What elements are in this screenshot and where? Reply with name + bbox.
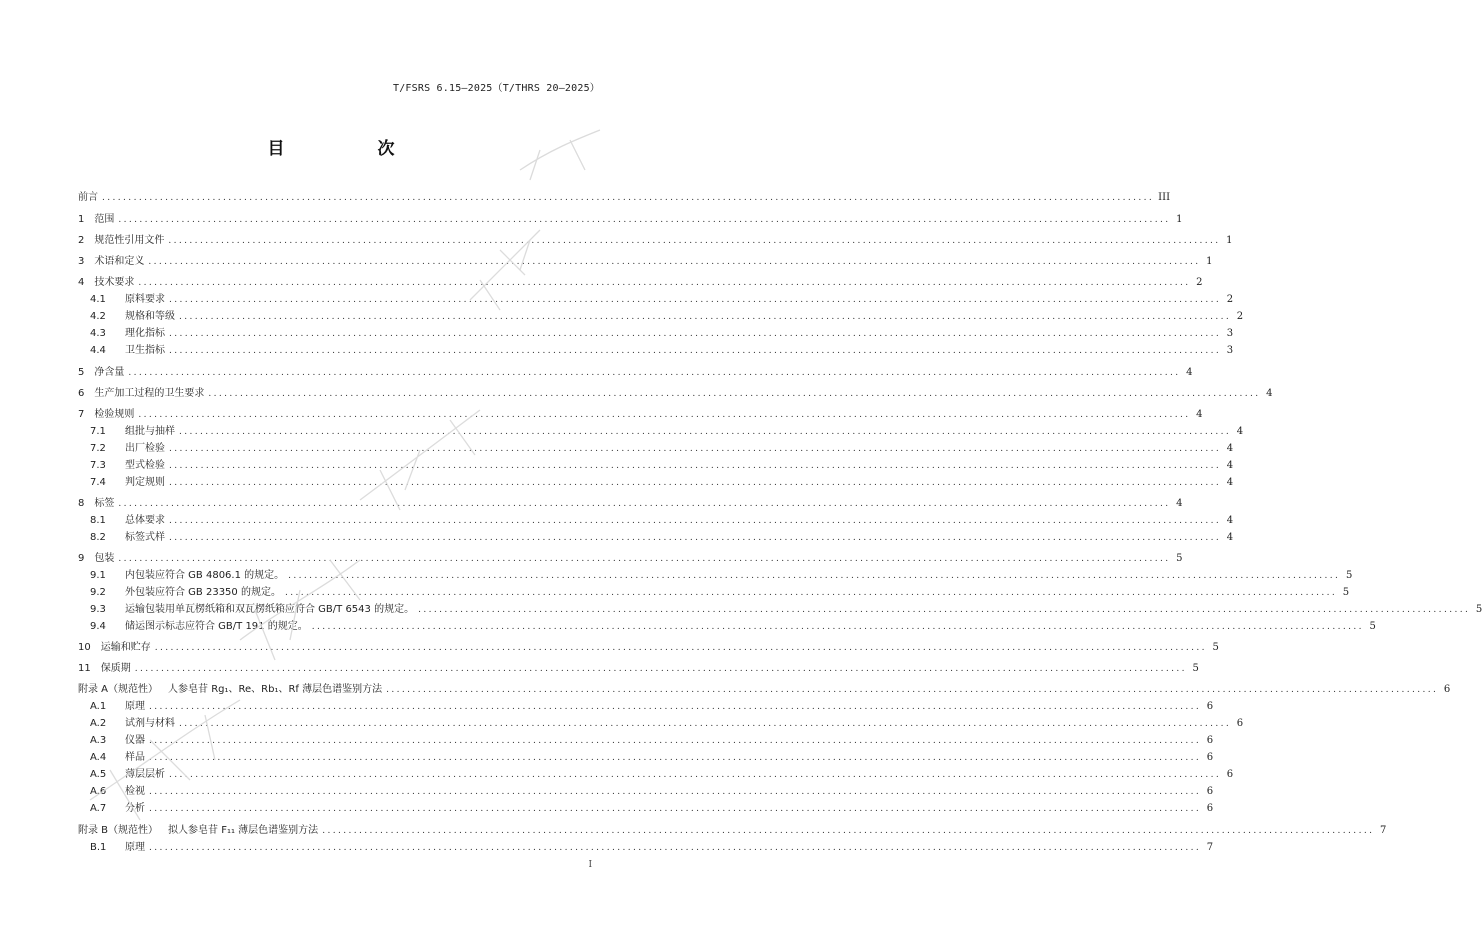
toc-entry[interactable] bbox=[78, 364, 1193, 380]
toc-entry-number: 附录 B（规范性） bbox=[78, 825, 159, 836]
toc-entry[interactable] bbox=[78, 550, 1183, 566]
dot-leader: ........................................................................................................................................................................................................ bbox=[179, 312, 1232, 322]
toc-entry-number: 7 bbox=[78, 409, 85, 420]
toc-entry-page: 6 bbox=[1206, 803, 1214, 814]
toc-entry[interactable] bbox=[78, 423, 1244, 439]
dot-leader: ........................................................................................................................................................................................................ bbox=[169, 516, 1222, 526]
dot-leader: ........................................................................................................................................................................................................ bbox=[138, 278, 1191, 288]
toc-entry-number: A.3 bbox=[90, 735, 107, 746]
toc-entry-number: 9.3 bbox=[90, 604, 106, 615]
toc-entry[interactable] bbox=[78, 681, 1451, 697]
toc-entry-number: A.1 bbox=[90, 701, 107, 712]
toc-entry-number: A.7 bbox=[90, 803, 107, 814]
toc-entry-label: 卫生指标 bbox=[125, 345, 165, 356]
toc-entry-number: B.1 bbox=[90, 842, 107, 853]
toc-entry-number: 4.1 bbox=[90, 294, 106, 305]
toc-entry-label: 技术要求 bbox=[94, 277, 135, 288]
toc-entry[interactable] bbox=[78, 440, 1234, 456]
toc-entry-page: 1 bbox=[1206, 256, 1213, 267]
dot-leader: ........................................................................................................................................................................................................ bbox=[288, 571, 1341, 581]
toc-entry-label: 仪器 bbox=[125, 735, 145, 746]
toc-entry-label: 分析 bbox=[125, 803, 145, 814]
toc-entry-number: 7.4 bbox=[90, 477, 106, 488]
toc-entry[interactable] bbox=[78, 766, 1234, 782]
toc-entry[interactable] bbox=[78, 495, 1183, 511]
dot-leader: ........................................................................................................................................................................................................ bbox=[169, 444, 1222, 454]
toc-entry-page: 5 bbox=[1342, 587, 1350, 598]
toc-entry[interactable] bbox=[78, 406, 1203, 422]
dot-leader: ........................................................................................................................................................................................................ bbox=[208, 389, 1261, 399]
toc-entry[interactable] bbox=[78, 783, 1214, 799]
toc-entry-page: 5 bbox=[1345, 570, 1353, 581]
toc-entry[interactable] bbox=[78, 839, 1214, 855]
toc-entry-label: 人参皂苷 Rg₁、Re、Rb₁、Rf 薄层色谱鉴别方法 bbox=[168, 684, 383, 695]
toc-entry-number: 4.2 bbox=[90, 311, 106, 322]
toc-entry[interactable] bbox=[78, 385, 1273, 401]
toc-entry-page: 4 bbox=[1266, 388, 1273, 399]
toc-entry-page: 2 bbox=[1226, 294, 1234, 305]
standard-code: T/FSRS 6.15—2025（T/THRS 20—2025） bbox=[392, 83, 600, 94]
toc-entry-label: 标签 bbox=[94, 498, 115, 509]
toc-entry-page: 6 bbox=[1226, 769, 1234, 780]
toc-entry-page: 4 bbox=[1226, 515, 1234, 526]
toc-entry[interactable] bbox=[78, 474, 1234, 490]
toc-entry[interactable] bbox=[78, 253, 1213, 269]
toc-entry[interactable] bbox=[78, 584, 1350, 600]
toc-entry-page: 6 bbox=[1236, 718, 1244, 729]
toc-entry-label: 规范性引用文件 bbox=[94, 235, 165, 246]
toc-entry-number: 8 bbox=[78, 498, 85, 509]
dot-leader: ........................................................................................................................................................................................................ bbox=[169, 461, 1222, 471]
toc-entry-number: 9 bbox=[78, 553, 85, 564]
dot-leader: ........................................................................................................................................................................................................ bbox=[169, 329, 1222, 339]
dot-leader: ........................................................................................................................................................................................................ bbox=[134, 664, 1187, 674]
toc-entry-number: 附录 A（规范性） bbox=[78, 684, 159, 695]
dot-leader: ........................................................................................................................................................................................................ bbox=[154, 643, 1207, 653]
toc-entry-label: 外包装应符合 GB 23350 的规定。 bbox=[125, 587, 281, 598]
toc-entry-page: 4 bbox=[1226, 443, 1234, 454]
toc-entry-page: 5 bbox=[1176, 553, 1183, 564]
toc-entry-number: 9.2 bbox=[90, 587, 106, 598]
dot-leader: ........................................................................................................................................................................................................ bbox=[169, 533, 1222, 543]
toc-entry-page: 5 bbox=[1192, 663, 1199, 674]
toc-entry-page: III bbox=[1158, 192, 1171, 203]
toc-entry-page: 6 bbox=[1206, 752, 1214, 763]
toc-entry-number: A.2 bbox=[90, 718, 107, 729]
toc-entry-number: 4 bbox=[78, 277, 85, 288]
toc-entry-label: 运输包装用单瓦楞纸箱和双瓦楞纸箱应符合 GB/T 6543 的规定。 bbox=[125, 604, 415, 615]
toc-entry[interactable] bbox=[78, 749, 1214, 765]
toc-entry-page: 2 bbox=[1196, 277, 1203, 288]
page-number: I bbox=[588, 860, 592, 870]
toc-entry-page: 4 bbox=[1176, 498, 1183, 509]
dot-leader: ........................................................................................................................................................................................................ bbox=[148, 257, 1201, 267]
dot-leader: ........................................................................................................................................................................................................ bbox=[169, 478, 1222, 488]
dot-leader: ........................................................................................................................................................................................................ bbox=[169, 770, 1222, 780]
toc-entry[interactable] bbox=[78, 618, 1376, 634]
toc-entry[interactable] bbox=[78, 457, 1234, 473]
dot-leader: ........................................................................................................................................................................................................ bbox=[149, 843, 1202, 853]
dot-leader: ........................................................................................................................................................................................................ bbox=[284, 588, 1338, 598]
toc-entry-number: 4.3 bbox=[90, 328, 106, 339]
dot-leader: ........................................................................................................................................................................................................ bbox=[179, 427, 1232, 437]
dot-leader: ........................................................................................................................................................................................................ bbox=[168, 236, 1221, 246]
toc-entry-number: 6 bbox=[78, 388, 85, 399]
toc-entry-page: 6 bbox=[1206, 735, 1214, 746]
toc-entry-label: 原料要求 bbox=[125, 294, 165, 305]
dot-leader: ........................................................................................................................................................................................................ bbox=[118, 215, 1171, 225]
toc-entry[interactable] bbox=[78, 512, 1234, 528]
toc-entry[interactable] bbox=[78, 732, 1214, 748]
toc-entry[interactable] bbox=[78, 211, 1183, 227]
toc-entry-number: 2 bbox=[78, 235, 85, 246]
toc-entry-label: 范围 bbox=[94, 214, 115, 225]
toc-entry-label: 理化指标 bbox=[125, 328, 165, 339]
toc-entry[interactable] bbox=[78, 189, 1171, 205]
toc-entry-page: 5 bbox=[1475, 604, 1482, 615]
toc-entry-number: A.6 bbox=[90, 786, 107, 797]
toc-entry-page: 5 bbox=[1212, 642, 1219, 653]
toc-entry-label: 前言 bbox=[78, 192, 98, 203]
dot-leader: ........................................................................................................................................................................................................ bbox=[149, 804, 1202, 814]
toc-entry-number: 10 bbox=[78, 642, 91, 653]
toc-entry-page: 4 bbox=[1196, 409, 1203, 420]
dot-leader: ........................................................................................................................................................................................................ bbox=[128, 368, 1181, 378]
toc-entry-number: 1 bbox=[78, 214, 85, 225]
toc-entry-number: 8.1 bbox=[90, 515, 106, 526]
toc-entry-page: 1 bbox=[1176, 214, 1183, 225]
toc-entry-number: 9.1 bbox=[90, 570, 106, 581]
toc-entry-label: 标签式样 bbox=[125, 532, 165, 543]
toc-entry-page: 4 bbox=[1186, 367, 1193, 378]
dot-leader: ........................................................................................................................................................................................................ bbox=[149, 702, 1202, 712]
toc-entry-number: 3 bbox=[78, 256, 85, 267]
toc-entry-page: 3 bbox=[1226, 328, 1234, 339]
toc-entry-label: 检视 bbox=[125, 786, 145, 797]
toc-entry-page: 5 bbox=[1369, 621, 1376, 632]
toc-entry-number: 7.3 bbox=[90, 460, 106, 471]
toc-entry-number: 4.4 bbox=[90, 345, 106, 356]
dot-leader: ........................................................................................................................................................................................................ bbox=[418, 605, 1471, 615]
dot-leader: ........................................................................................................................................................................................................ bbox=[322, 826, 1375, 836]
toc-entry[interactable] bbox=[78, 232, 1233, 248]
toc-entry[interactable] bbox=[78, 601, 1482, 617]
toc-entry[interactable] bbox=[78, 291, 1234, 307]
toc-entry-number: A.4 bbox=[90, 752, 107, 763]
toc-entry[interactable] bbox=[78, 715, 1244, 731]
toc-entry-label: 总体要求 bbox=[125, 515, 165, 526]
toc-entry[interactable] bbox=[78, 567, 1353, 583]
toc-entry-page: 6 bbox=[1206, 786, 1214, 797]
toc-entry-page: 1 bbox=[1226, 235, 1233, 246]
toc-entry-label: 原理 bbox=[125, 701, 145, 712]
toc-entry-label: 薄层层析 bbox=[125, 769, 165, 780]
toc-entry-label: 试剂与材料 bbox=[125, 718, 175, 729]
toc-entry[interactable] bbox=[78, 698, 1214, 714]
toc-entry-label: 型式检验 bbox=[125, 460, 165, 471]
dot-leader: ........................................................................................................................................................................................................ bbox=[149, 753, 1202, 763]
dot-leader: ........................................................................................................................................................................................................ bbox=[118, 554, 1171, 564]
toc-entry[interactable] bbox=[78, 529, 1234, 545]
dot-leader: ........................................................................................................................................................................................................ bbox=[386, 685, 1439, 695]
toc-entry-number: 11 bbox=[78, 663, 91, 674]
toc-entry-page: 4 bbox=[1226, 532, 1234, 543]
toc-entry-label: 运输和贮存 bbox=[100, 642, 151, 653]
toc-entry-label: 原理 bbox=[125, 842, 145, 853]
toc-entry-page: 7 bbox=[1206, 842, 1214, 853]
toc-entry-label: 术语和定义 bbox=[94, 256, 145, 267]
toc-entry-number: 7.2 bbox=[90, 443, 106, 454]
toc-entry-number: A.5 bbox=[90, 769, 107, 780]
dot-leader: ........................................................................................................................................................................................................ bbox=[149, 736, 1202, 746]
toc-entry-label: 规格和等级 bbox=[125, 311, 175, 322]
toc-entry-label: 判定规则 bbox=[125, 477, 165, 488]
toc-entry[interactable] bbox=[78, 822, 1387, 838]
dot-leader: ........................................................................................................................................................................................................ bbox=[118, 499, 1171, 509]
toc-entry-label: 生产加工过程的卫生要求 bbox=[94, 388, 205, 399]
toc-entry[interactable] bbox=[78, 325, 1234, 341]
toc-entry-label: 储运图示标志应符合 GB/T 191 的规定。 bbox=[125, 621, 308, 632]
toc-entry-number: 7.1 bbox=[90, 426, 106, 437]
toc-entry-page: 6 bbox=[1443, 684, 1451, 695]
toc-entry[interactable] bbox=[78, 308, 1244, 324]
toc-entry-label: 包装 bbox=[94, 553, 115, 564]
toc-entry-label: 出厂检验 bbox=[125, 443, 165, 454]
toc-entry[interactable] bbox=[78, 342, 1234, 358]
toc-entry-label: 内包装应符合 GB 4806.1 的规定。 bbox=[125, 570, 285, 581]
toc-entry-page: 2 bbox=[1236, 311, 1244, 322]
toc-entry-number: 5 bbox=[78, 367, 85, 378]
toc-entry-label: 净含量 bbox=[94, 367, 125, 378]
dot-leader: ........................................................................................................................................................................................................ bbox=[169, 295, 1222, 305]
toc-entry-number: 9.4 bbox=[90, 621, 106, 632]
toc-entry[interactable] bbox=[78, 274, 1203, 290]
dot-leader: ........................................................................................................................................................................................................ bbox=[311, 622, 1364, 632]
toc-entry-page: 4 bbox=[1226, 477, 1234, 488]
toc-entry[interactable] bbox=[78, 660, 1199, 676]
toc-entry-label: 保质期 bbox=[100, 663, 131, 674]
toc-entry[interactable] bbox=[78, 639, 1219, 655]
toc-entry-page: 4 bbox=[1226, 460, 1234, 471]
toc-entry-number: 8.2 bbox=[90, 532, 106, 543]
toc-entry[interactable] bbox=[78, 800, 1214, 816]
toc-entry-page: 4 bbox=[1236, 426, 1244, 437]
page-title: 目 次 bbox=[267, 139, 433, 159]
toc-entry-label: 拟人参皂苷 F₁₁ 薄层色谱鉴别方法 bbox=[168, 825, 319, 836]
dot-leader: ........................................................................................................................................................................................................ bbox=[169, 346, 1222, 356]
toc-entry-label: 组批与抽样 bbox=[125, 426, 175, 437]
toc-entry-page: 6 bbox=[1206, 701, 1214, 712]
dot-leader: ........................................................................................................................................................................................................ bbox=[149, 787, 1202, 797]
toc-entry-label: 检验规则 bbox=[94, 409, 135, 420]
toc-entry-label: 样品 bbox=[125, 752, 145, 763]
dot-leader: ........................................................................................................................................................................................................ bbox=[102, 193, 1155, 203]
toc-entry-page: 3 bbox=[1226, 345, 1234, 356]
dot-leader: ........................................................................................................................................................................................................ bbox=[179, 719, 1232, 729]
toc-entry-page: 7 bbox=[1379, 825, 1387, 836]
dot-leader: ........................................................................................................................................................................................................ bbox=[138, 410, 1191, 420]
